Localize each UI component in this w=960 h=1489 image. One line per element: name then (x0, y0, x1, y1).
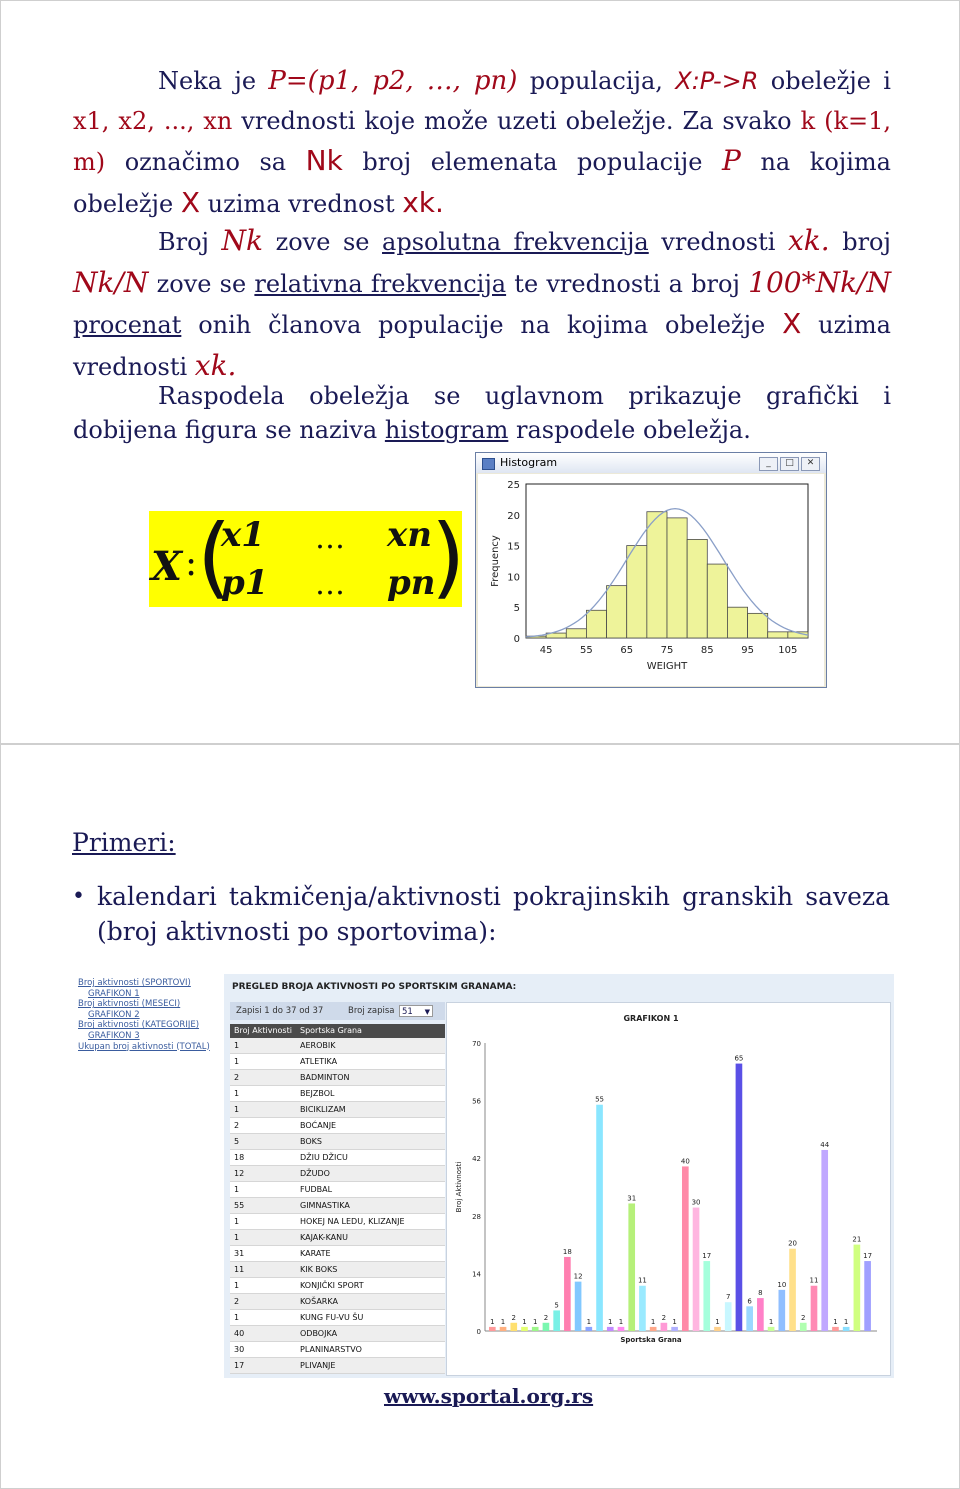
cell-count: 1 (234, 1281, 240, 1290)
window-titlebar (476, 453, 826, 473)
table-row[interactable] (230, 1246, 445, 1262)
paragraph-frequency: Broj Nk zove se apsolutna frekvencija vrednosti xk. broj Nk/N zove se relativna frekvencija te vrednosti a broj 100*Nk/N procenat onih članova populacije na kojima obeležje X uzima vrednosti xk. (73, 224, 891, 382)
data-label: 11 (637, 1276, 647, 1285)
records-label: Broj zapisa (348, 1006, 395, 1016)
chart-bar (671, 1327, 678, 1331)
y-tick-label: 28 (472, 1212, 481, 1221)
records-select[interactable]: 51 ▼ (399, 1005, 433, 1017)
chart-bar (832, 1327, 839, 1331)
data-label: 31 (627, 1194, 637, 1203)
data-label: 8 (758, 1289, 763, 1298)
chart-bar (489, 1327, 496, 1331)
table-row[interactable] (230, 1326, 445, 1342)
y-axis-label: Broj Aktivnosti (455, 1161, 463, 1213)
histogram-bar (586, 610, 606, 638)
bullet-icon: • (72, 884, 85, 909)
cell-sport: KUNG FU-VU ŠU (300, 1313, 364, 1322)
cell-count: 2 (234, 1121, 240, 1130)
data-label: 2 (543, 1313, 549, 1322)
data-label: 1 (618, 1317, 624, 1326)
data-label: 30 (691, 1198, 701, 1207)
chart-bar (768, 1327, 775, 1331)
data-label: 2 (801, 1313, 806, 1322)
cell-count: 12 (234, 1169, 245, 1178)
cell-count: 2 (234, 1297, 240, 1306)
cell-count: 1 (234, 1089, 240, 1098)
y-tick-label: 14 (472, 1270, 481, 1279)
y-tick-label: 10 (507, 572, 520, 584)
x-tick-label: 65 (620, 645, 634, 656)
paragraph-histogram: Raspodela obeležja se uglavnom prikazuje grafički i dobijena figura se naziva histogram raspodele obeležja. (73, 382, 891, 444)
minimize-button[interactable]: _ (759, 457, 778, 471)
y-tick-label: 70 (472, 1040, 481, 1048)
table-row[interactable] (230, 1358, 445, 1374)
sidebar-link[interactable]: GRAFIKON 1 (88, 988, 140, 999)
left-paren: ( (197, 505, 232, 608)
histogram-bar (566, 629, 586, 638)
y-tick-label: 5 (513, 603, 520, 615)
data-label: 1 (586, 1317, 592, 1326)
chart-bar (521, 1327, 528, 1331)
data-label: 11 (809, 1276, 819, 1285)
close-button[interactable]: ✕ (801, 457, 820, 471)
chart-bar (500, 1327, 507, 1331)
cell-sport: PLANINARSTVO (300, 1345, 362, 1354)
cell-count: 1 (234, 1105, 240, 1114)
chart-bar (510, 1323, 517, 1331)
x-tick-label: 85 (700, 645, 714, 656)
histogram-window (475, 452, 827, 688)
cell-sport: BEJZBOL (300, 1089, 335, 1098)
x-axis-label: WEIGHT (646, 661, 688, 672)
data-label: 12 (573, 1272, 583, 1281)
data-label: 1 (650, 1317, 656, 1326)
histogram-plot-area (478, 474, 824, 686)
y-tick-label: 25 (507, 480, 520, 491)
histogram-bar (768, 632, 788, 638)
y-axis-label: Frequency (490, 535, 501, 587)
chart-bar (854, 1245, 861, 1331)
chart-bar (575, 1282, 582, 1331)
data-label: 6 (747, 1297, 752, 1306)
histogram-bar (687, 539, 707, 638)
chart-bar (661, 1323, 668, 1331)
chart-bar (864, 1261, 871, 1331)
data-label: 5 (554, 1301, 559, 1310)
cell-count: 1 (234, 1185, 240, 1194)
table-row[interactable] (230, 1262, 445, 1278)
table-row[interactable] (230, 1086, 445, 1102)
records-count: Zapisi 1 do 37 od 37 (236, 1006, 324, 1016)
chart-bar (757, 1298, 764, 1331)
chart-bar (736, 1064, 743, 1331)
chart-bar (553, 1310, 560, 1331)
chart-bar (532, 1327, 539, 1331)
cell-sport: KARATE (300, 1249, 331, 1258)
data-label: 55 (595, 1095, 605, 1104)
website-screenshot (66, 974, 894, 1378)
cell-sport: GIMNASTIKA (300, 1201, 350, 1210)
sidebar-links (78, 978, 210, 1052)
window-title: Histogram (500, 456, 558, 469)
cell-sport: BICIKLIZAM (300, 1105, 346, 1114)
table-row[interactable] (230, 1182, 445, 1198)
chart-bar (628, 1203, 635, 1331)
histogram-bar (727, 607, 747, 638)
data-label: 21 (852, 1235, 862, 1244)
chart-bar (789, 1249, 796, 1331)
data-label: 1 (608, 1317, 613, 1326)
chart-bar (693, 1208, 700, 1331)
y-tick-label: 15 (507, 541, 520, 553)
table-row[interactable] (230, 1214, 445, 1230)
cell-count: 1 (234, 1233, 240, 1242)
sidebar-link[interactable]: GRAFIKON 3 (88, 1030, 140, 1041)
x-tick-label: 105 (778, 645, 798, 656)
cell-count: 40 (234, 1329, 245, 1338)
cell-sport: PLIVANJE (300, 1361, 336, 1370)
histogram-bar (748, 613, 768, 638)
table-row[interactable] (230, 1166, 445, 1182)
bullet-text: kalendari takmičenja/aktivnosti pokrajinskih granskih saveza (broj aktivnosti po sportovima): (97, 882, 890, 946)
cell-count: 30 (234, 1345, 245, 1354)
examples-heading: Primeri: (72, 828, 176, 857)
sidebar-link[interactable]: GRAFIKON 2 (88, 1009, 140, 1020)
histogram-chart (478, 474, 824, 686)
cell-count: 5 (234, 1137, 240, 1146)
chart-box (446, 1002, 891, 1376)
data-label: 1 (843, 1317, 849, 1326)
sidebar-link[interactable]: Broj aktivnosti (MESECI) (78, 999, 181, 1010)
data-label: 1 (490, 1317, 495, 1326)
data-label: 1 (522, 1317, 527, 1326)
chart-bar (714, 1327, 721, 1331)
data-label: 65 (734, 1054, 744, 1063)
right-paren: ) (431, 505, 466, 608)
sidebar-link[interactable]: Ukupan broj aktivnosti (TOTAL) (78, 1041, 210, 1052)
cell-sport: HOKEJ NA LEDU, KLIZANJE (300, 1217, 405, 1226)
chart-bar (639, 1286, 646, 1331)
histogram-bar (667, 518, 687, 638)
grafikon-1-chart (447, 1003, 890, 1375)
overview-panel (224, 974, 894, 1378)
y-tick-label: 0 (476, 1328, 481, 1336)
chart-bar (650, 1327, 657, 1331)
table-row[interactable] (230, 1230, 445, 1246)
slide-1 (0, 0, 960, 744)
cell-count: 1 (234, 1217, 240, 1226)
y-tick-label: 0 (513, 634, 520, 645)
chart-bar (564, 1257, 571, 1331)
histogram-bar (647, 512, 667, 638)
cell-count: 1 (234, 1313, 240, 1322)
table-row[interactable] (230, 1038, 445, 1054)
table-row[interactable] (230, 1198, 445, 1214)
chart-bar (586, 1327, 593, 1331)
data-label: 1 (715, 1317, 720, 1326)
data-label: 7 (725, 1293, 731, 1302)
panel-title: PREGLED BROJA AKTIVNOSTI PO SPORTSKIM GRANAMA: (232, 982, 517, 992)
cell-count: 55 (234, 1201, 245, 1210)
histogram-bar (707, 564, 727, 638)
cell-count: 17 (234, 1361, 245, 1370)
cell-sport: ATLETIKA (300, 1057, 338, 1066)
cell-sport: BOĆANJE (300, 1121, 337, 1130)
data-label: 44 (820, 1140, 830, 1149)
chart-bar (779, 1290, 786, 1331)
sidebar-link[interactable]: Broj aktivnosti (KATEGORIJE) (78, 1020, 200, 1031)
x-tick-label: 45 (539, 645, 553, 656)
cell-count: 11 (234, 1265, 245, 1274)
sidebar-link[interactable]: Broj aktivnosti (SPORTOVI) (78, 978, 191, 988)
cell-count: 18 (234, 1153, 245, 1162)
table-header (230, 1024, 445, 1038)
histogram-bar (627, 546, 647, 638)
chart-bar (607, 1327, 614, 1331)
chart-bar (843, 1327, 850, 1331)
paragraph-definition: Neka je P=(p1, p2, …, pn) populacija, X:P->R obeležje i x1, x2, ..., xn vrednosti koje može uzeti obeležje. Za svako k (k=1, m) označimo sa Nk broj elemenata populacije P na kojima obeležje X uzima vrednost xk. (73, 66, 891, 219)
cell-sport: ODBOJKA (300, 1329, 338, 1338)
data-label: 40 (680, 1157, 690, 1166)
x-tick-label: 55 (580, 645, 593, 656)
y-tick-label: 42 (472, 1155, 481, 1164)
cell-count: 1 (234, 1057, 240, 1066)
chart-bar (596, 1105, 603, 1331)
cell-sport: AEROBIK (300, 1041, 336, 1050)
chart-bar (811, 1286, 818, 1331)
x-tick-label: 95 (741, 645, 754, 656)
data-label: 1 (768, 1317, 774, 1326)
cell-count: 31 (234, 1249, 245, 1258)
data-label: 20 (788, 1239, 798, 1248)
table-row[interactable] (230, 1310, 445, 1326)
data-label: 1 (833, 1317, 838, 1326)
chevron-down-icon: ▼ (424, 1008, 430, 1016)
cell-sport: BOKS (300, 1137, 322, 1146)
chart-bar (821, 1150, 828, 1331)
data-label: 18 (562, 1247, 572, 1256)
data-label: 1 (532, 1317, 538, 1326)
cell-sport: KAJAK-KANU (300, 1233, 348, 1242)
x-tick-label: 75 (660, 645, 674, 656)
chart-bar (682, 1166, 689, 1331)
chart-title: GRAFIKON 1 (623, 1014, 679, 1023)
table-row[interactable] (230, 1118, 445, 1134)
column-header-sport[interactable]: Sportska Grana (300, 1026, 362, 1035)
data-label: 10 (777, 1280, 787, 1289)
data-label: 2 (511, 1313, 517, 1322)
chart-bar (618, 1327, 625, 1331)
data-label: 17 (863, 1252, 873, 1261)
chart-bar (543, 1323, 550, 1331)
data-label: 17 (702, 1252, 712, 1261)
app-icon (482, 458, 495, 470)
table-row[interactable] (230, 1150, 445, 1166)
chart-bar (800, 1323, 807, 1331)
chart-bar (725, 1302, 732, 1331)
x-axis-label: Sportska Grana (620, 1336, 682, 1344)
cell-sport: KOŠARKA (300, 1297, 338, 1306)
cell-sport: DŽIU DŽICU (300, 1153, 348, 1162)
table-row[interactable] (230, 1278, 445, 1294)
chart-bar (703, 1261, 710, 1331)
table-row[interactable] (230, 1342, 445, 1358)
cell-sport: FUDBAL (300, 1185, 333, 1194)
maximize-button[interactable]: □ (780, 457, 799, 471)
y-tick-label: 56 (472, 1097, 481, 1106)
data-label: 1 (672, 1317, 677, 1326)
cell-sport: KONJIČKI SPORT (300, 1281, 364, 1290)
cell-sport: KIK BOKS (300, 1265, 338, 1274)
column-header-count[interactable]: Broj Aktivnosti (234, 1026, 292, 1035)
table-row[interactable] (230, 1054, 445, 1070)
footer-website-link[interactable]: www.sportal.org.rs (384, 1384, 594, 1408)
table-row[interactable] (230, 1294, 445, 1310)
cell-sport: DŽUDO (300, 1169, 330, 1178)
y-tick-label: 20 (507, 510, 520, 522)
table-row[interactable] (230, 1070, 445, 1086)
data-label: 1 (500, 1317, 506, 1326)
chart-bar (746, 1306, 753, 1331)
cell-sport: BADMINTON (300, 1073, 350, 1082)
data-label: 2 (661, 1313, 667, 1322)
table-row[interactable] (230, 1134, 445, 1150)
distribution-matrix: X : ( x1 … xn p1 … pn ) (151, 505, 466, 608)
cell-count: 1 (234, 1041, 240, 1050)
cell-count: 2 (234, 1073, 240, 1082)
table-body (230, 1038, 445, 1374)
histogram-bar (607, 586, 627, 638)
table-row[interactable] (230, 1102, 445, 1118)
